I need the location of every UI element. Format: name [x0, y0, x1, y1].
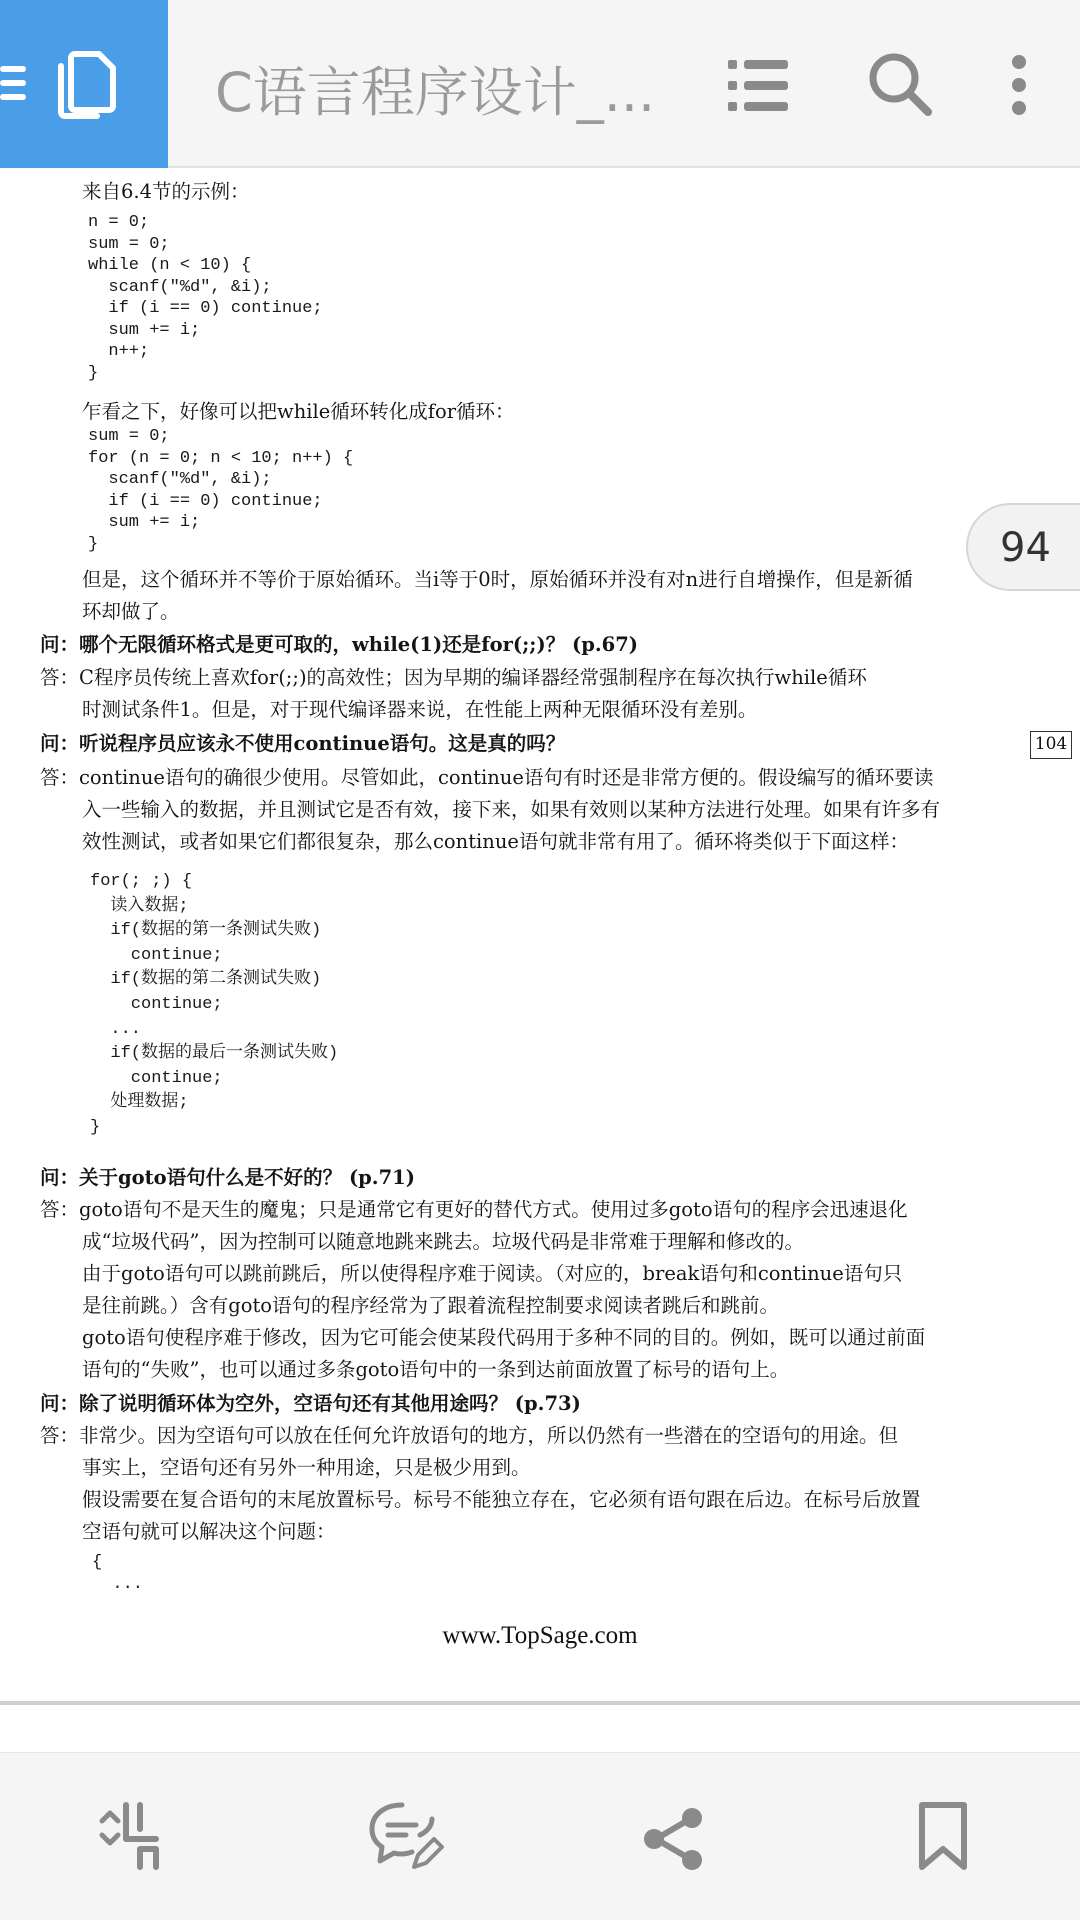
- answer-line: 入一些输入的数据，并且测试它是否有效，接下来，如果有效则以某种方法进行处理。如果有许多有: [82, 798, 941, 821]
- text-line: 但是，这个循环并不等价于原始循环。当i等于0时，原始循环并没有对n进行自增操作，但是新循: [82, 568, 913, 591]
- code-block: for(; ;) { 读入数据; if(数据的第一条测试失败) continue; if(数据的第二条测试失败) continue; ... if(数据的最后一条测试失败) continue; 处理数据; }: [90, 872, 339, 1137]
- answer-line: 答：continue语句的确很少使用。尽管如此，continue语句有时还是非常方便的。假设编写的循环要读: [40, 766, 934, 789]
- more-icon[interactable]: [1008, 54, 1030, 116]
- text-line: 环却做了。: [82, 600, 180, 623]
- document-list-button[interactable]: [0, 0, 168, 168]
- answer-line: goto语句使程序难于修改，因为它可能会使某段代码用于多种不同的目的。例如，既可以通过前面: [82, 1326, 926, 1349]
- answer-line: 事实上，空语句还有另外一种用途，只是极少用到。: [82, 1456, 531, 1479]
- top-toolbar: [0, 0, 1080, 168]
- question-heading: 问：除了说明循环体为空外，空语句还有其他用途吗？ (p.73): [40, 1392, 581, 1415]
- answer-line: 是往前跳。）含有goto语句的程序经常为了跟着流程控制要求阅读者跳后和跳前。: [82, 1294, 780, 1317]
- text-line: 乍看之下，好像可以把while循环转化成for循环：: [82, 400, 515, 423]
- share-icon[interactable]: [642, 1807, 704, 1871]
- text-line: 来自6.4节的示例：: [82, 180, 250, 203]
- answer-line: 时测试条件1。但是，对于现代编译器来说，在性能上两种无限循环没有差别。: [82, 698, 758, 721]
- bookmark-icon[interactable]: [918, 1801, 968, 1873]
- page-number: 94: [1000, 525, 1051, 571]
- answer-line: 效性测试，或者如果它们都很复杂，那么continue语句就非常有用了。循环将类似于下面这样：: [82, 830, 909, 853]
- question-heading: 问：哪个无限循环格式是更可取的，while(1)还是for(;;)？ (p.67): [40, 633, 639, 656]
- document-page[interactable]: [0, 170, 1080, 1700]
- answer-line: 由于goto语句可以跳前跳后，所以使得程序难于阅读。（对应的，break语句和continue语句只: [82, 1262, 903, 1285]
- question-heading: 问：听说程序员应该永不使用continue语句。这是真的吗？: [40, 732, 566, 755]
- answer-line: 答：非常少。因为空语句可以放在任何允许放语句的地方，所以仍然有一些潜在的空语句的用途。但: [40, 1424, 899, 1447]
- menu-icon: [0, 66, 26, 100]
- answer-line: 空语句就可以解决这个问题：: [82, 1520, 336, 1543]
- page-number-indicator[interactable]: [966, 503, 1080, 591]
- comment-edit-icon[interactable]: [368, 1801, 444, 1873]
- answer-line: 答：C程序员传统上喜欢for(;;)的高效性；因为早期的编译器经常强制程序在每次执行while循环: [40, 666, 867, 689]
- answer-line: 答：goto语句不是天生的魔鬼；只是通常它有更好的替代方式。使用过多goto语句的程序会迅速退化: [40, 1198, 908, 1221]
- answer-line: 语句的“失败”，也可以通过多条goto语句中的一条到达前面放置了标号的语句上。: [82, 1358, 790, 1381]
- page-footer-url: www.TopSage.com: [442, 1622, 638, 1649]
- document-icon: [55, 50, 117, 120]
- list-icon[interactable]: [728, 60, 788, 112]
- page-margin-number: 104: [1030, 731, 1072, 759]
- code-block: n = 0; sum = 0; while (n < 10) { scanf("%d", &i); if (i == 0) continue; sum += i; n++; }: [88, 213, 323, 383]
- question-heading: 问：关于goto语句什么是不好的？ (p.71): [40, 1166, 415, 1189]
- answer-line: 假设需要在复合语句的末尾放置标号。标号不能独立存在，它必须有语句跟在后边。在标号后放置: [82, 1488, 921, 1511]
- code-block: sum = 0; for (n = 0; n < 10; n++) { scanf("%d", &i); if (i == 0) continue; sum += i; }: [88, 427, 354, 554]
- bottom-toolbar: [0, 1752, 1080, 1920]
- search-icon[interactable]: [868, 52, 932, 116]
- answer-line: 成“垃圾代码”，因为控制可以随意地跳来跳去。垃圾代码是非常难于理解和修改的。: [82, 1230, 804, 1253]
- crop-page-icon[interactable]: [96, 1801, 166, 1871]
- code-block: { ...: [92, 1553, 144, 1594]
- document-title: C语言程序设计_...: [215, 61, 656, 124]
- page-bottom-divider: [0, 1701, 1080, 1705]
